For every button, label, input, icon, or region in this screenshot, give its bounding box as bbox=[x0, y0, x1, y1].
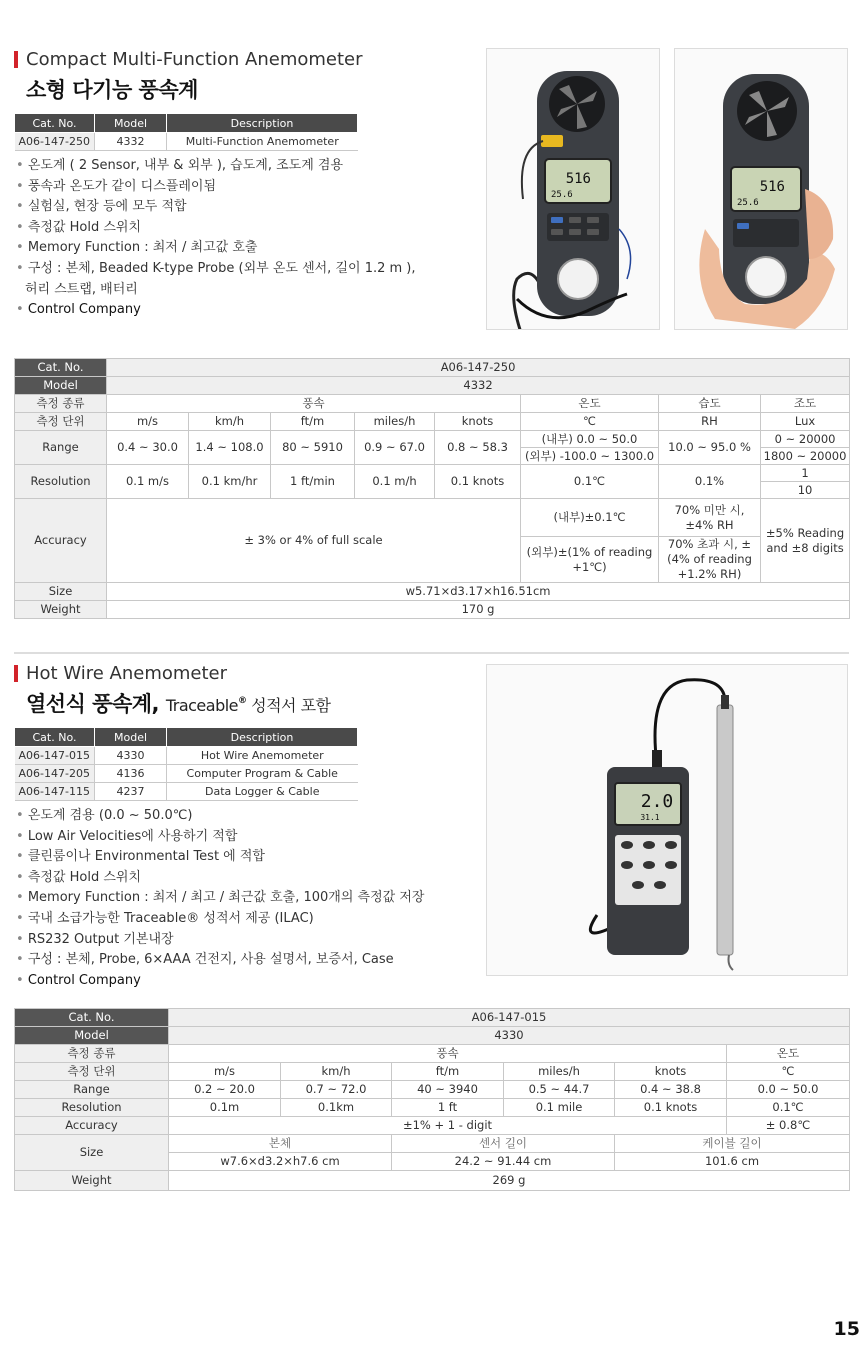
list-item: • 온도계 겸용 (0.0 ~ 50.0℃) bbox=[16, 806, 424, 827]
section1-title bbox=[14, 48, 363, 104]
spec-range: 80 ~ 5910 bbox=[271, 431, 355, 465]
anemometer-device-icon bbox=[487, 49, 659, 329]
section1-title-ko: 소형 다기능 풍속계 bbox=[26, 78, 198, 102]
spec-range-label: Range bbox=[15, 431, 107, 465]
spec-type-wind: 풍속 bbox=[107, 395, 521, 413]
spec-unit: m/s bbox=[107, 413, 189, 431]
spec-acc-temp-in: (내부)±0.1℃ bbox=[521, 499, 659, 537]
section2-features bbox=[16, 806, 424, 991]
title-ko-cert: 성적서 포함 bbox=[246, 696, 331, 715]
spec-cat-value: A06-147-250 bbox=[107, 359, 850, 377]
spec-acc-hum-1: 70% 미만 시, ±4% RH bbox=[659, 499, 761, 537]
spec-size-label: Size bbox=[15, 583, 107, 601]
cat-header: Cat. No. bbox=[15, 114, 95, 133]
spec-range: 0.4 ~ 30.0 bbox=[107, 431, 189, 465]
spec-weight-value: 269 g bbox=[169, 1171, 850, 1191]
hot-wire-anemometer-icon bbox=[487, 665, 847, 975]
spec-type-label: 측정 종류 bbox=[15, 395, 107, 413]
section-divider bbox=[14, 652, 849, 654]
spec-acc-temp: ± 0.8℃ bbox=[727, 1117, 850, 1135]
list-item: • Control Company bbox=[16, 971, 424, 992]
spec-size-v3: 101.6 cm bbox=[615, 1153, 850, 1171]
list-item: • 구성 : 본체, Beaded K-type Probe (외부 온도 센서, 길이 1.2 m ), bbox=[16, 259, 416, 280]
spec-res: 0.1 knots bbox=[615, 1099, 727, 1117]
table-row bbox=[15, 133, 358, 151]
spec-unit: knots bbox=[435, 413, 521, 431]
table-row bbox=[15, 765, 358, 783]
registered-mark: ® bbox=[238, 696, 247, 706]
model: 4136 bbox=[95, 765, 167, 783]
spec-unit: ft/m bbox=[271, 413, 355, 431]
svg-text:2.0: 2.0 bbox=[640, 791, 674, 812]
spec-cat-label: Cat. No. bbox=[15, 1009, 169, 1027]
section2-title bbox=[14, 662, 330, 718]
spec-model-value: 4332 bbox=[107, 377, 850, 395]
svg-text:516: 516 bbox=[759, 179, 785, 195]
desc-header: Description bbox=[167, 728, 358, 747]
section2-title-ko bbox=[26, 688, 330, 718]
spec-unit: RH bbox=[659, 413, 761, 431]
spec-res: 0.1km bbox=[281, 1099, 392, 1117]
spec-cat-value: A06-147-015 bbox=[169, 1009, 850, 1027]
spec-unit: ft/m bbox=[392, 1063, 504, 1081]
list-item: • RS232 Output 기본내장 bbox=[16, 930, 424, 951]
spec-type-temp: 온도 bbox=[727, 1045, 850, 1063]
list-item: • Memory Function : 최저 / 최고값 호출 bbox=[16, 238, 416, 259]
spec-acc-temp-out: (외부)±(1% of reading +1℃) bbox=[521, 537, 659, 583]
spec-range: 0.8 ~ 58.3 bbox=[435, 431, 521, 465]
section2-spec-table bbox=[14, 1008, 850, 1191]
spec-acc-label: Accuracy bbox=[15, 1117, 169, 1135]
spec-unit-label: 측정 단위 bbox=[15, 1063, 169, 1081]
cat-no: A06-147-115 bbox=[15, 783, 95, 801]
spec-res-label: Resolution bbox=[15, 465, 107, 499]
spec-res-lux-2: 10 bbox=[761, 482, 850, 499]
spec-unit: miles/h bbox=[504, 1063, 615, 1081]
spec-type-wind: 풍속 bbox=[169, 1045, 727, 1063]
spec-type-temp: 온도 bbox=[521, 395, 659, 413]
product-photo-2 bbox=[674, 48, 848, 330]
model: 4332 bbox=[95, 133, 167, 151]
section2-cat-table bbox=[14, 727, 358, 801]
list-item: • 실험실, 현장 등에 모두 적합 bbox=[16, 197, 416, 218]
list-item: • Low Air Velocities에 사용하기 적합 bbox=[16, 827, 424, 848]
spec-res-lux-1: 1 bbox=[761, 465, 850, 482]
spec-range-hum: 10.0 ~ 95.0 % bbox=[659, 431, 761, 465]
model: 4330 bbox=[95, 747, 167, 765]
spec-range: 0.0 ~ 50.0 bbox=[727, 1081, 850, 1099]
section1-title-en: Compact Multi-Function Anemometer bbox=[26, 48, 363, 70]
svg-text:31.1: 31.1 bbox=[640, 813, 660, 822]
spec-model-label: Model bbox=[15, 377, 107, 395]
list-item: • 국내 소급가능한 Traceable® 성적서 제공 (ILAC) bbox=[16, 909, 424, 930]
spec-res: 1 ft bbox=[392, 1099, 504, 1117]
spec-res-label: Resolution bbox=[15, 1099, 169, 1117]
title-accent-bar bbox=[14, 51, 18, 68]
description: Hot Wire Anemometer bbox=[167, 747, 358, 765]
spec-size-label: Size bbox=[15, 1135, 169, 1171]
product-photo-1 bbox=[486, 48, 660, 330]
list-item: • 구성 : 본체, Probe, 6×AAA 건전지, 사용 설명서, 보증서, Case bbox=[16, 950, 424, 971]
spec-acc-label: Accuracy bbox=[15, 499, 107, 583]
model-header: Model bbox=[95, 114, 167, 133]
spec-weight-label: Weight bbox=[15, 601, 107, 619]
spec-range: 0.5 ~ 44.7 bbox=[504, 1081, 615, 1099]
spec-range: 0.7 ~ 72.0 bbox=[281, 1081, 392, 1099]
spec-res-hum: 0.1% bbox=[659, 465, 761, 499]
spec-unit: ℃ bbox=[727, 1063, 850, 1081]
list-item: • 측정값 Hold 스위치 bbox=[16, 218, 416, 239]
spec-type-label: 측정 종류 bbox=[15, 1045, 169, 1063]
spec-range-temp-out: (외부) -100.0 ~ 1300.0 bbox=[521, 448, 659, 465]
model: 4237 bbox=[95, 783, 167, 801]
spec-range-lux-2: 1800 ~ 20000 bbox=[761, 448, 850, 465]
spec-res: 0.1 km/hr bbox=[189, 465, 271, 499]
description: Computer Program & Cable bbox=[167, 765, 358, 783]
spec-unit-label: 측정 단위 bbox=[15, 413, 107, 431]
list-item: • Control Company bbox=[16, 300, 416, 321]
title-ko-main: 열선식 풍속계, bbox=[26, 692, 160, 716]
cat-header: Cat. No. bbox=[15, 728, 95, 747]
spec-range-label: Range bbox=[15, 1081, 169, 1099]
spec-res: 0.1m bbox=[169, 1099, 281, 1117]
spec-res: 1 ft/min bbox=[271, 465, 355, 499]
section2-title-en: Hot Wire Anemometer bbox=[26, 662, 228, 684]
description: Data Logger & Cable bbox=[167, 783, 358, 801]
desc-header: Description bbox=[167, 114, 358, 133]
description: Multi-Function Anemometer bbox=[167, 133, 358, 151]
product-photo-3 bbox=[486, 664, 848, 976]
spec-model-value: 4330 bbox=[169, 1027, 850, 1045]
spec-res: 0.1℃ bbox=[727, 1099, 850, 1117]
spec-type-lux: 조도 bbox=[761, 395, 850, 413]
spec-acc-wind: ±1% + 1 - digit bbox=[169, 1117, 727, 1135]
cat-no: A06-147-015 bbox=[15, 747, 95, 765]
spec-unit: m/s bbox=[169, 1063, 281, 1081]
spec-range: 40 ~ 3940 bbox=[392, 1081, 504, 1099]
spec-range-temp-in: (내부) 0.0 ~ 50.0 bbox=[521, 431, 659, 448]
spec-range-lux-1: 0 ~ 20000 bbox=[761, 431, 850, 448]
svg-text:516: 516 bbox=[565, 171, 591, 187]
model-header: Model bbox=[95, 728, 167, 747]
spec-model-label: Model bbox=[15, 1027, 169, 1045]
section1-features bbox=[16, 156, 416, 321]
spec-type-hum: 습도 bbox=[659, 395, 761, 413]
spec-weight-label: Weight bbox=[15, 1171, 169, 1191]
page-number: 15 bbox=[833, 1318, 860, 1340]
spec-acc-lux: ±5% Reading and ±8 digits bbox=[761, 499, 850, 583]
list-item: • 풍속과 온도가 같이 디스플레이됨 bbox=[16, 177, 416, 198]
spec-size-v1: w7.6×d3.2×h7.6 cm bbox=[169, 1153, 392, 1171]
spec-weight-value: 170 g bbox=[107, 601, 850, 619]
spec-range: 0.9 ~ 67.0 bbox=[355, 431, 435, 465]
spec-res-temp: 0.1℃ bbox=[521, 465, 659, 499]
spec-range: 0.4 ~ 38.8 bbox=[615, 1081, 727, 1099]
anemometer-in-hand-icon bbox=[675, 49, 847, 329]
spec-acc-wind: ± 3% or 4% of full scale bbox=[107, 499, 521, 583]
list-item: • 측정값 Hold 스위치 bbox=[16, 868, 424, 889]
spec-res: 0.1 knots bbox=[435, 465, 521, 499]
spec-unit: knots bbox=[615, 1063, 727, 1081]
list-item: • Memory Function : 최저 / 최고 / 최근값 호출, 100개의 측정값 저장 bbox=[16, 888, 424, 909]
spec-range: 0.2 ~ 20.0 bbox=[169, 1081, 281, 1099]
spec-range: 1.4 ~ 108.0 bbox=[189, 431, 271, 465]
spec-unit: km/h bbox=[189, 413, 271, 431]
table-row bbox=[15, 783, 358, 801]
section1-cat-table bbox=[14, 113, 358, 151]
spec-res: 0.1 m/s bbox=[107, 465, 189, 499]
spec-res: 0.1 mile bbox=[504, 1099, 615, 1117]
list-item: • 온도계 ( 2 Sensor, 내부 & 외부 ), 습도계, 조도계 겸용 bbox=[16, 156, 416, 177]
list-item: 허리 스트랩, 배터리 bbox=[25, 281, 138, 297]
spec-unit: ℃ bbox=[521, 413, 659, 431]
spec-acc-hum-2: 70% 초과 시, ±(4% of reading +1.2% RH) bbox=[659, 537, 761, 583]
svg-text:25.6: 25.6 bbox=[551, 190, 573, 200]
spec-size-value: w5.71×d3.17×h16.51cm bbox=[107, 583, 850, 601]
spec-size-h3: 케이블 길이 bbox=[615, 1135, 850, 1153]
table-row bbox=[15, 747, 358, 765]
cat-no: A06-147-205 bbox=[15, 765, 95, 783]
spec-unit: Lux bbox=[761, 413, 850, 431]
svg-text:25.6: 25.6 bbox=[737, 198, 759, 208]
spec-size-v2: 24.2 ~ 91.44 cm bbox=[392, 1153, 615, 1171]
list-item: • 클린룸이나 Environmental Test 에 적합 bbox=[16, 847, 424, 868]
spec-size-h1: 본체 bbox=[169, 1135, 392, 1153]
section1-spec-table bbox=[14, 358, 850, 619]
cat-no: A06-147-250 bbox=[15, 133, 95, 151]
spec-unit: miles/h bbox=[355, 413, 435, 431]
spec-unit: km/h bbox=[281, 1063, 392, 1081]
title-ko-traceable: Traceable bbox=[165, 696, 239, 715]
spec-size-h2: 센서 길이 bbox=[392, 1135, 615, 1153]
title-accent-bar bbox=[14, 665, 18, 682]
spec-cat-label: Cat. No. bbox=[15, 359, 107, 377]
spec-res: 0.1 m/h bbox=[355, 465, 435, 499]
